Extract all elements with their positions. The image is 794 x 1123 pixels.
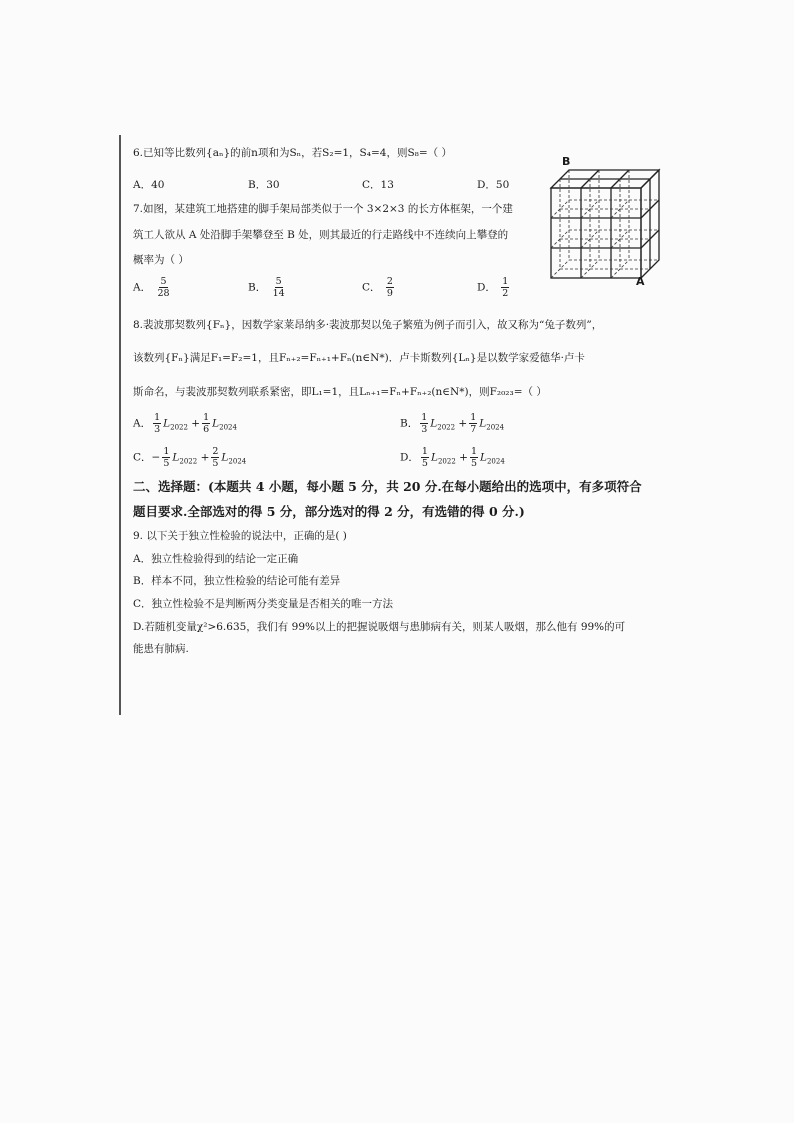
scaffold-frame-figure (548, 155, 668, 290)
q6-option-d[interactable]: D．50 (477, 179, 510, 191)
q8-option-d-frac2: $\frac{1}{5}$ (470, 446, 477, 469)
q7-option-b-letter: B． (248, 281, 267, 294)
q8-option-d-op: + (459, 451, 468, 464)
q7-option-a-letter: A． (133, 281, 152, 294)
q8-option-d-l2: L (479, 451, 487, 464)
q8-option-d-letter: D． (400, 451, 419, 464)
section2-heading-line1: 二、选择题：(本题共 4 小题，每小题 5 分，共 20 分.在每小题给出的选项中，有多项符合 (133, 479, 642, 494)
q6-stem: 6.已知等比数列{aₙ}的前n项和为Sₙ，若S₂=1，S₄=4，则S₈=（ ） (133, 147, 452, 159)
q8-option-d-sub1: 2022 (437, 457, 456, 466)
q7-option-b[interactable] (248, 276, 288, 299)
q8-option-a-frac1: $\frac{1}{3}$ (154, 412, 161, 435)
q7-stem-line1: 7.如图，某建筑工地搭建的脚手架局部类似于一个 3×2×3 的长方体框架，一个建 (133, 203, 513, 215)
q8-option-b-sub2: 2024 (486, 423, 505, 432)
q9-option-d-line2[interactable]: 能患有肺病. (133, 643, 189, 655)
q8-option-c-sign: − (151, 451, 161, 464)
q9-option-a[interactable]: A．独立性检验得到的结论一定正确 (133, 553, 299, 565)
q8-option-b-frac2: $\frac{1}{7}$ (470, 412, 477, 435)
q8-option-d-frac1: $\frac{1}{5}$ (421, 446, 428, 469)
point-a-label: A (636, 275, 645, 288)
q7-option-d-letter: D． (477, 281, 496, 294)
q8-option-a-frac2: $\frac{1}{6}$ (203, 412, 210, 435)
q6-option-b[interactable]: B．30 (248, 179, 280, 191)
q7-stem-line2: 筑工人欲从 A 处沿脚手架攀登至 B 处，则其最近的行走路线中不连续向上攀登的 (133, 229, 509, 241)
binding-margin-line (119, 135, 121, 715)
q8-option-c-letter: C． (133, 451, 152, 464)
point-b-label: B (562, 155, 571, 168)
q8-option-a-op: + (191, 417, 201, 430)
q8-option-c-sub2: 2024 (228, 457, 247, 466)
q8-option-b-frac1: $\frac{1}{3}$ (421, 412, 428, 435)
q8-option-b[interactable] (400, 412, 504, 435)
q8-option-c-frac2: $\frac{2}{5}$ (212, 446, 219, 469)
q8-option-c-op: + (200, 451, 210, 464)
q8-option-c[interactable] (133, 446, 246, 469)
q7-option-a[interactable] (133, 276, 173, 299)
q8-stem-line3: 斯命名，与裴波那契数列联系紧密，即L₁=1，且Lₙ₊₁=Fₙ+Fₙ₊₂(n∈N*)，则F₂₀₂₃=（ ） (133, 386, 547, 398)
q7-option-d[interactable] (477, 276, 511, 299)
q7-option-a-fraction: $\frac{5}{28}$ (157, 276, 170, 299)
q7-option-c[interactable] (362, 276, 396, 299)
q8-stem-line2: 该数列{Fₙ}满足F₁=F₂=1，且Fₙ₊₂=Fₙ₊₁+Fₙ(n∈N*)．卢卡斯数列{Lₙ}是以数学家爱德华·卢卡 (133, 352, 585, 364)
q8-option-c-frac1: $\frac{1}{5}$ (163, 446, 170, 469)
q8-option-c-l1: L (172, 451, 180, 464)
q9-option-d-line1[interactable]: D.若随机变量χ²>6.635，我们有 99%以上的把握说吸烟与患肺病有关，则某人吸烟，那么他有 99%的可 (133, 621, 626, 633)
q7-stem-line3: 概率为（ ） (133, 254, 189, 266)
q9-stem: 9. 以下关于独立性检验的说法中，正确的是( ) (133, 530, 347, 542)
scaffold-frame-drawing (548, 155, 668, 290)
q8-option-b-op: + (458, 417, 468, 430)
q8-option-b-letter: B． (400, 417, 419, 430)
q7-option-c-fraction: $\frac{2}{9}$ (386, 276, 393, 299)
q9-option-c[interactable]: C．独立性检验不是判断两分类变量是否相关的唯一方法 (133, 598, 394, 610)
q8-option-a-letter: A． (133, 417, 152, 430)
q8-option-d-sub2: 2024 (486, 457, 505, 466)
q6-option-c[interactable]: C．13 (362, 179, 394, 191)
q8-option-c-sub1: 2022 (179, 457, 198, 466)
q8-option-a[interactable] (133, 412, 237, 435)
q8-option-a-l2: L (212, 417, 220, 430)
q8-option-a-sub1: 2022 (170, 423, 188, 432)
q8-option-b-l2: L (479, 417, 487, 430)
q8-option-a-sub2: 2024 (219, 423, 237, 432)
q7-option-b-fraction: $\frac{5}{14}$ (272, 276, 285, 299)
q8-option-c-l2: L (221, 451, 229, 464)
q8-option-d-l1: L (430, 451, 438, 464)
q6-option-a[interactable]: A．40 (133, 179, 165, 191)
q9-option-b[interactable]: B．样本不同，独立性检验的结论可能有差异 (133, 575, 341, 587)
q8-option-d[interactable] (400, 446, 505, 469)
section2-heading-line2: 题目要求.全部选对的得 5 分，部分选对的得 2 分，有选错的得 0 分.) (133, 504, 525, 519)
q7-option-d-fraction: $\frac{1}{2}$ (502, 276, 509, 299)
q8-stem-line1: 8.裴波那契数列{Fₙ}，因数学家莱昂纳多·裴波那契以兔子繁殖为例子而引入，故又称为“兔子数列”， (133, 319, 603, 331)
q8-option-b-l1: L (430, 417, 438, 430)
q7-option-c-letter: C． (362, 281, 381, 294)
q8-option-a-l1: L (163, 417, 171, 430)
q8-option-b-sub1: 2022 (437, 423, 456, 432)
